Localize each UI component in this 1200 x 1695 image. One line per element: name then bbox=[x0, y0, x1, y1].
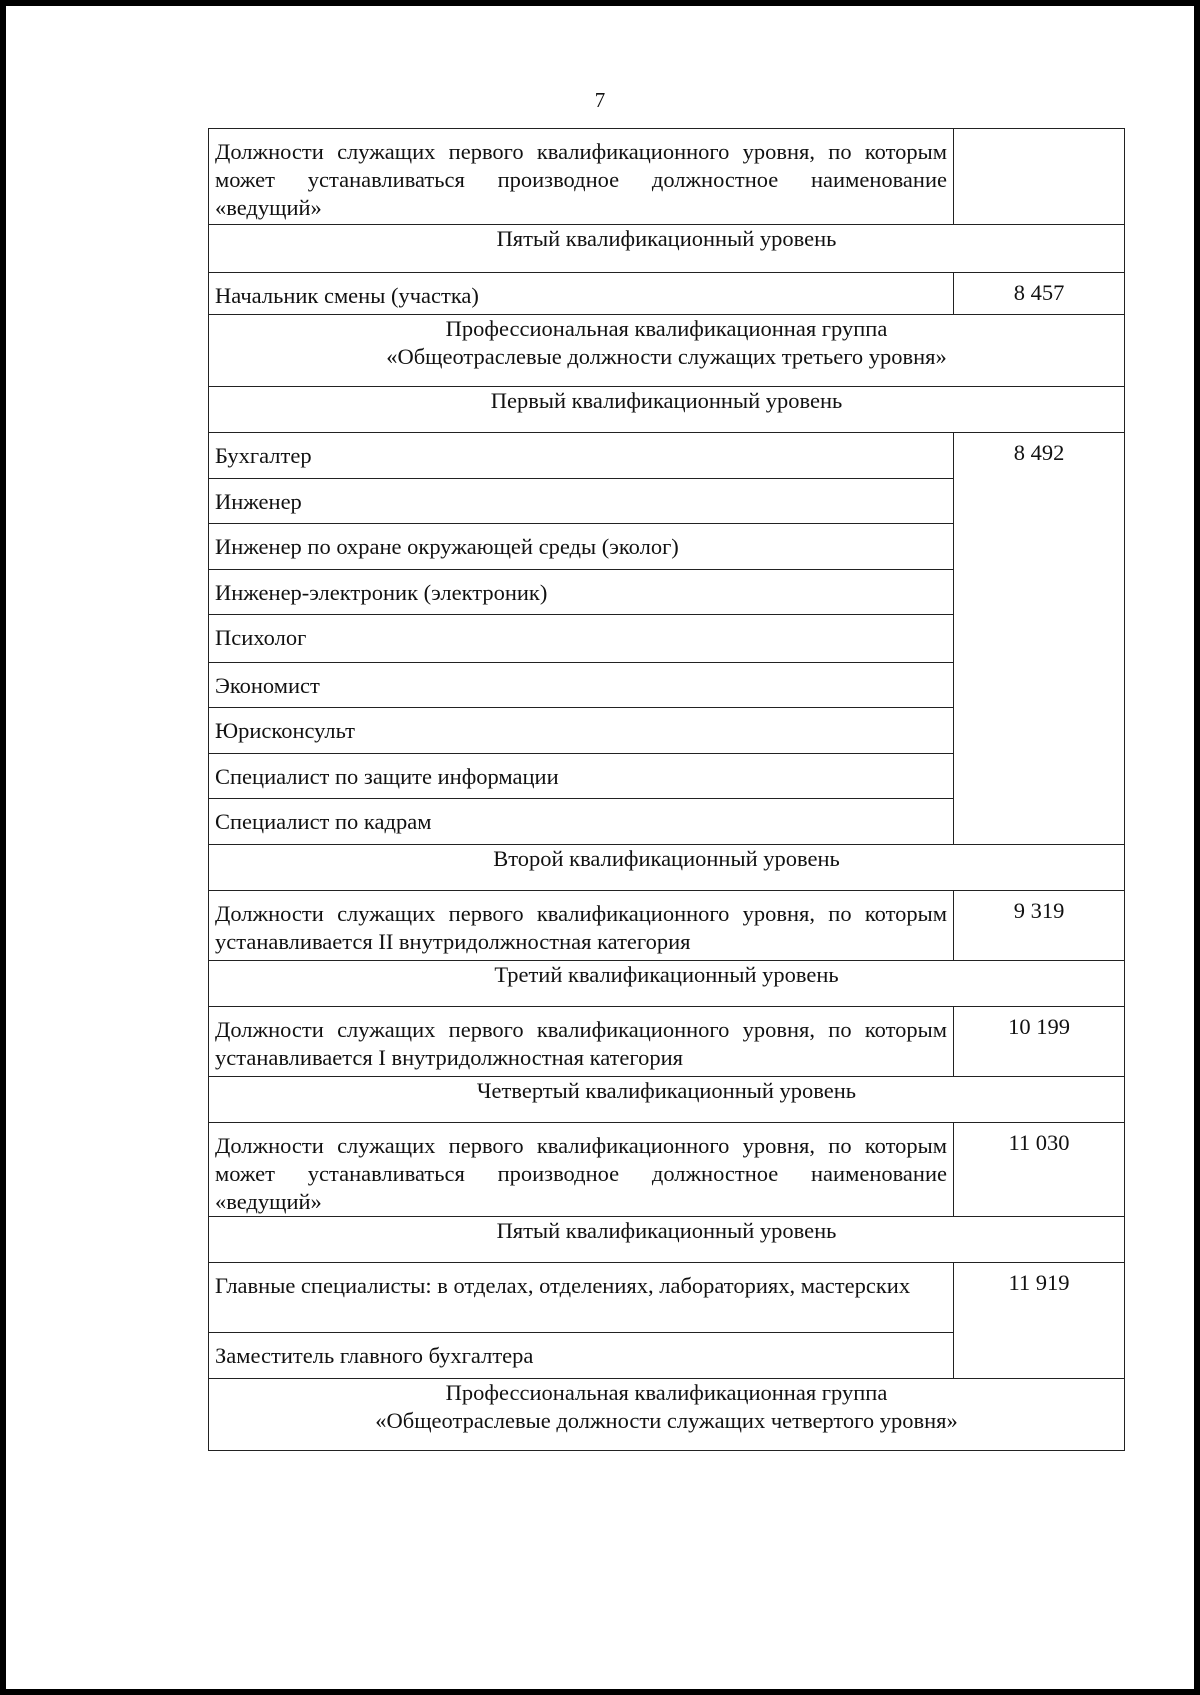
section-header-line: Третий квалификационный уровень bbox=[494, 962, 839, 987]
section-header-row bbox=[209, 1077, 1125, 1123]
position-name: Психолог bbox=[209, 615, 954, 663]
salary-value: 11 919 bbox=[954, 1263, 1125, 1379]
section-header-line: Пятый квалификационный уровень bbox=[496, 1218, 837, 1243]
section-header-cell bbox=[209, 315, 1125, 387]
position-row bbox=[209, 129, 1125, 225]
section-header-cell bbox=[209, 1217, 1125, 1263]
position-name: Бухгалтер bbox=[209, 433, 954, 479]
position-name: Инженер-электроник (электроник) bbox=[209, 570, 954, 615]
position-row bbox=[209, 273, 1125, 315]
salary-table bbox=[208, 128, 1125, 1451]
position-name: Инженер по охране окружающей среды (эколог) bbox=[209, 524, 954, 570]
salary-value: 8 492 bbox=[954, 433, 1125, 845]
position-name: Инженер bbox=[209, 479, 954, 524]
section-header-line: Второй квалификационный уровень bbox=[493, 846, 840, 871]
position-row bbox=[209, 433, 1125, 479]
section-header-cell bbox=[209, 225, 1125, 273]
section-header-line: Профессиональная квалификационная группа bbox=[445, 1380, 888, 1405]
section-header-line: Пятый квалификационный уровень bbox=[496, 226, 837, 251]
position-row bbox=[209, 1007, 1125, 1077]
position-name: Должности служащих первого квалификационного уровня, по которым может устанавливаться производное должностное наименование «ведущий» bbox=[209, 129, 954, 225]
salary-value: 10 199 bbox=[954, 1007, 1125, 1077]
position-name: Должности служащих первого квалификационного уровня, по которым может устанавливаться производное должностное наименование «ведущий» bbox=[209, 1123, 954, 1217]
section-header-line: Четвертый квалификационный уровень bbox=[476, 1078, 857, 1103]
position-name: Специалист по защите информации bbox=[209, 754, 954, 799]
section-header-cell bbox=[209, 1379, 1125, 1451]
position-name: Должности служащих первого квалификационного уровня, по которым устанавливается II внутридолжностная категория bbox=[209, 891, 954, 961]
section-header-cell bbox=[209, 961, 1125, 1007]
section-header-line: «Общеотраслевые должности служащих четвертого уровня» bbox=[375, 1408, 958, 1433]
position-row bbox=[209, 1263, 1125, 1333]
section-header-row bbox=[209, 315, 1125, 387]
section-header-row bbox=[209, 1379, 1125, 1451]
position-name: Должности служащих первого квалификационного уровня, по которым устанавливается I внутридолжностная категория bbox=[209, 1007, 954, 1077]
section-header-line: Профессиональная квалификационная группа bbox=[445, 316, 888, 341]
position-row bbox=[209, 1123, 1125, 1217]
section-header-row bbox=[209, 1217, 1125, 1263]
position-name: Юрисконсульт bbox=[209, 708, 954, 754]
position-name: Главные специалисты: в отделах, отделениях, лабораториях, мастерских bbox=[209, 1263, 954, 1333]
salary-value: 11 030 bbox=[954, 1123, 1125, 1217]
section-header-line: «Общеотраслевые должности служащих третьего уровня» bbox=[386, 344, 947, 369]
section-header-row bbox=[209, 225, 1125, 273]
position-name: Заместитель главного бухгалтера bbox=[209, 1333, 954, 1379]
section-header-row bbox=[209, 845, 1125, 891]
section-header-cell bbox=[209, 1077, 1125, 1123]
salary-value: 8 457 bbox=[954, 273, 1125, 315]
section-header-row bbox=[209, 961, 1125, 1007]
salary-value bbox=[954, 129, 1125, 225]
section-header-line: Первый квалификационный уровень bbox=[490, 388, 843, 413]
section-header-cell bbox=[209, 387, 1125, 433]
section-header-row bbox=[209, 387, 1125, 433]
position-row bbox=[209, 891, 1125, 961]
section-header-cell bbox=[209, 845, 1125, 891]
salary-value: 9 319 bbox=[954, 891, 1125, 961]
position-name: Начальник смены (участка) bbox=[209, 273, 954, 315]
position-name: Специалист по кадрам bbox=[209, 799, 954, 845]
page-number: 7 bbox=[594, 88, 606, 112]
document-page bbox=[6, 6, 1194, 1689]
position-name: Экономист bbox=[209, 663, 954, 708]
